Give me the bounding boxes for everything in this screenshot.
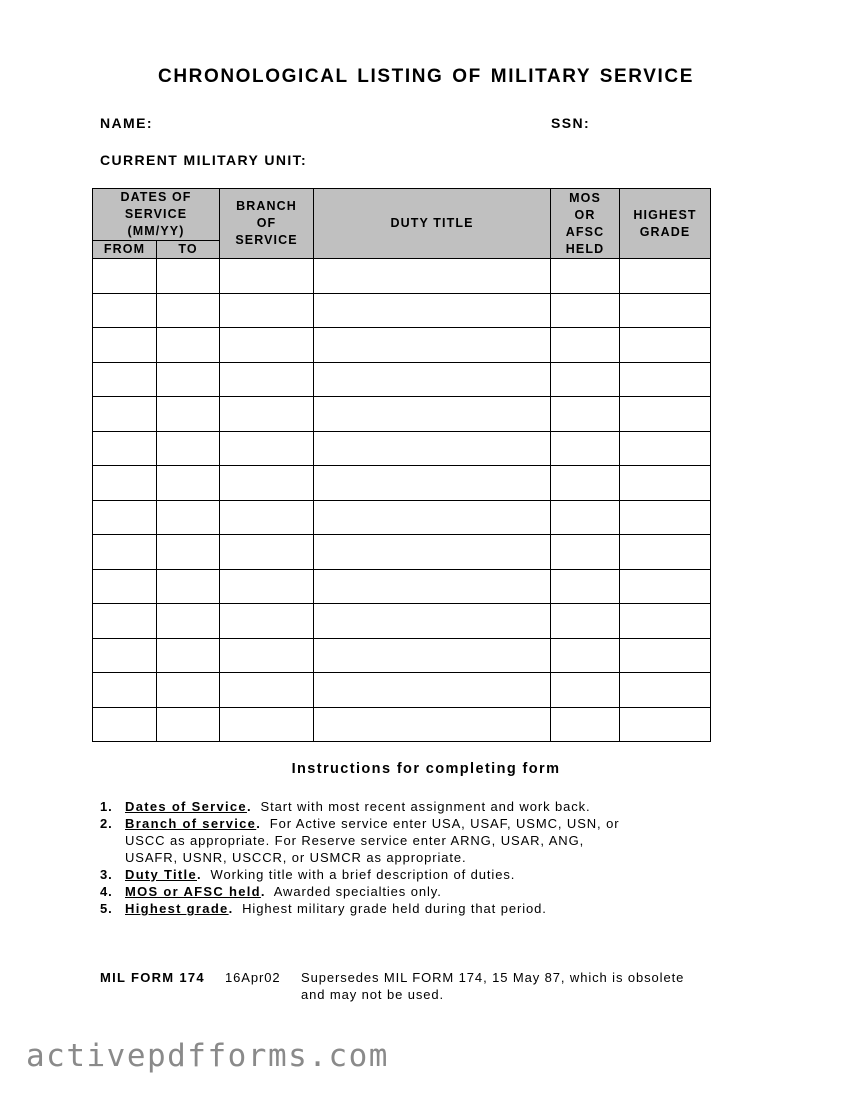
to-cell[interactable]: [157, 604, 220, 639]
table-row: [93, 500, 711, 535]
to-cell[interactable]: [157, 500, 220, 535]
table-row: [93, 707, 711, 742]
highest-grade-cell[interactable]: [620, 328, 711, 363]
duty-title-cell[interactable]: [314, 293, 551, 328]
to-cell[interactable]: [157, 466, 220, 501]
branch-cell[interactable]: [220, 569, 314, 604]
from-cell[interactable]: [93, 638, 157, 673]
branch-cell[interactable]: [220, 293, 314, 328]
mos-afsc-cell[interactable]: [551, 259, 620, 294]
to-cell[interactable]: [157, 362, 220, 397]
branch-cell[interactable]: [220, 604, 314, 639]
duty-title-cell[interactable]: [314, 535, 551, 570]
table-row: [93, 604, 711, 639]
supersedes-note: Supersedes MIL FORM 174, 15 May 87, which is obsolete and may not be used.: [301, 970, 685, 1002]
branch-cell[interactable]: [220, 328, 314, 363]
to-cell[interactable]: [157, 673, 220, 708]
instruction-item: 4. MOS or AFSC held. Awarded specialties only.: [100, 884, 442, 899]
from-cell[interactable]: [93, 362, 157, 397]
mos-afsc-cell[interactable]: [551, 328, 620, 363]
highest-grade-cell[interactable]: [620, 431, 711, 466]
name-label: NAME:: [100, 115, 153, 131]
highest-grade-cell[interactable]: [620, 293, 711, 328]
to-cell[interactable]: [157, 259, 220, 294]
highest-grade-header: HIGHEST GRADE: [620, 189, 711, 259]
branch-cell[interactable]: [220, 362, 314, 397]
duty-title-cell[interactable]: [314, 431, 551, 466]
from-cell[interactable]: [93, 466, 157, 501]
from-cell[interactable]: [93, 604, 157, 639]
form-date: 16Apr02: [225, 970, 281, 985]
dates-of-service-header: DATES OF SERVICE (MM/YY): [93, 189, 220, 241]
duty-title-cell[interactable]: [314, 673, 551, 708]
branch-cell[interactable]: [220, 259, 314, 294]
table-row: [93, 535, 711, 570]
highest-grade-cell[interactable]: [620, 259, 711, 294]
mos-afsc-cell[interactable]: [551, 293, 620, 328]
instructions-title: Instructions for completing form: [291, 761, 561, 777]
mos-afsc-cell[interactable]: [551, 500, 620, 535]
highest-grade-cell[interactable]: [620, 673, 711, 708]
duty-title-cell[interactable]: [314, 500, 551, 535]
mos-afsc-cell[interactable]: [551, 362, 620, 397]
instruction-item: 1. Dates of Service. Start with most recent assignment and work back.: [100, 799, 591, 814]
highest-grade-cell[interactable]: [620, 466, 711, 501]
highest-grade-cell[interactable]: [620, 500, 711, 535]
highest-grade-cell[interactable]: [620, 362, 711, 397]
form-title: CHRONOLOGICAL LISTING OF MILITARY SERVICE: [158, 66, 694, 87]
from-cell[interactable]: [93, 328, 157, 363]
table-row: [93, 638, 711, 673]
branch-cell[interactable]: [220, 638, 314, 673]
table-row: [93, 569, 711, 604]
duty-title-cell[interactable]: [314, 362, 551, 397]
instruction-item: 5. Highest grade. Highest military grade held during that period.: [100, 901, 547, 916]
duty-title-cell[interactable]: [314, 397, 551, 432]
duty-title-cell[interactable]: [314, 259, 551, 294]
ssn-label: SSN:: [551, 115, 591, 131]
branch-cell[interactable]: [220, 397, 314, 432]
to-cell[interactable]: [157, 431, 220, 466]
to-cell[interactable]: [157, 293, 220, 328]
branch-cell[interactable]: [220, 466, 314, 501]
duty-title-cell[interactable]: [314, 466, 551, 501]
to-cell[interactable]: [157, 569, 220, 604]
service-table: [92, 188, 711, 742]
from-cell[interactable]: [93, 500, 157, 535]
form-id: MIL FORM 174: [100, 970, 205, 985]
from-cell[interactable]: [93, 431, 157, 466]
table-row: [93, 259, 711, 294]
duty-title-cell[interactable]: [314, 569, 551, 604]
duty-title-cell[interactable]: [314, 604, 551, 639]
mos-afsc-cell[interactable]: [551, 673, 620, 708]
branch-cell[interactable]: [220, 500, 314, 535]
to-cell[interactable]: [157, 638, 220, 673]
mos-afsc-cell[interactable]: [551, 569, 620, 604]
table-row: [93, 328, 711, 363]
table-row: [93, 362, 711, 397]
highest-grade-cell[interactable]: [620, 397, 711, 432]
branch-cell[interactable]: [220, 707, 314, 742]
branch-cell[interactable]: [220, 535, 314, 570]
from-cell[interactable]: [93, 707, 157, 742]
from-cell[interactable]: [93, 293, 157, 328]
from-cell[interactable]: [93, 259, 157, 294]
highest-grade-cell[interactable]: [620, 638, 711, 673]
mos-afsc-cell[interactable]: [551, 707, 620, 742]
watermark: activepdfforms.com: [26, 1038, 389, 1074]
to-cell[interactable]: [157, 707, 220, 742]
from-cell[interactable]: [93, 569, 157, 604]
mos-afsc-cell[interactable]: [551, 535, 620, 570]
branch-header: BRANCH OF SERVICE: [220, 189, 314, 259]
from-cell[interactable]: [93, 673, 157, 708]
duty-title-cell[interactable]: [314, 638, 551, 673]
from-header: FROM: [93, 241, 157, 259]
mos-afsc-cell[interactable]: [551, 638, 620, 673]
table-row: [93, 397, 711, 432]
to-cell[interactable]: [157, 535, 220, 570]
highest-grade-cell[interactable]: [620, 569, 711, 604]
unit-label: CURRENT MILITARY UNIT:: [100, 152, 308, 168]
table-row: [93, 673, 711, 708]
mos-afsc-cell[interactable]: [551, 466, 620, 501]
duty-title-header: DUTY TITLE: [314, 189, 551, 259]
highest-grade-cell[interactable]: [620, 535, 711, 570]
highest-grade-cell[interactable]: [620, 604, 711, 639]
to-header: TO: [157, 241, 220, 259]
instruction-item: 2. Branch of service. For Active service enter USA, USAF, USMC, USN, or USCC as appropriate. For Reserve service enter ARNG, USAR, ANG, USAFR, USNR, USCCR, or USMCR as appropriate.: [100, 816, 620, 865]
mos-afsc-cell[interactable]: [551, 604, 620, 639]
instructions-list: [100, 798, 620, 917]
instruction-item: 3. Duty Title. Working title with a brief description of duties.: [100, 867, 516, 882]
from-cell[interactable]: [93, 397, 157, 432]
table-row: [93, 293, 711, 328]
to-cell[interactable]: [157, 397, 220, 432]
mos-afsc-header: MOS OR AFSC HELD: [551, 189, 620, 259]
table-row: [93, 431, 711, 466]
to-cell[interactable]: [157, 328, 220, 363]
mos-afsc-cell[interactable]: [551, 397, 620, 432]
branch-cell[interactable]: [220, 673, 314, 708]
duty-title-cell[interactable]: [314, 328, 551, 363]
mos-afsc-cell[interactable]: [551, 431, 620, 466]
table-row: [93, 466, 711, 501]
from-cell[interactable]: [93, 535, 157, 570]
duty-title-cell[interactable]: [314, 707, 551, 742]
highest-grade-cell[interactable]: [620, 707, 711, 742]
branch-cell[interactable]: [220, 431, 314, 466]
